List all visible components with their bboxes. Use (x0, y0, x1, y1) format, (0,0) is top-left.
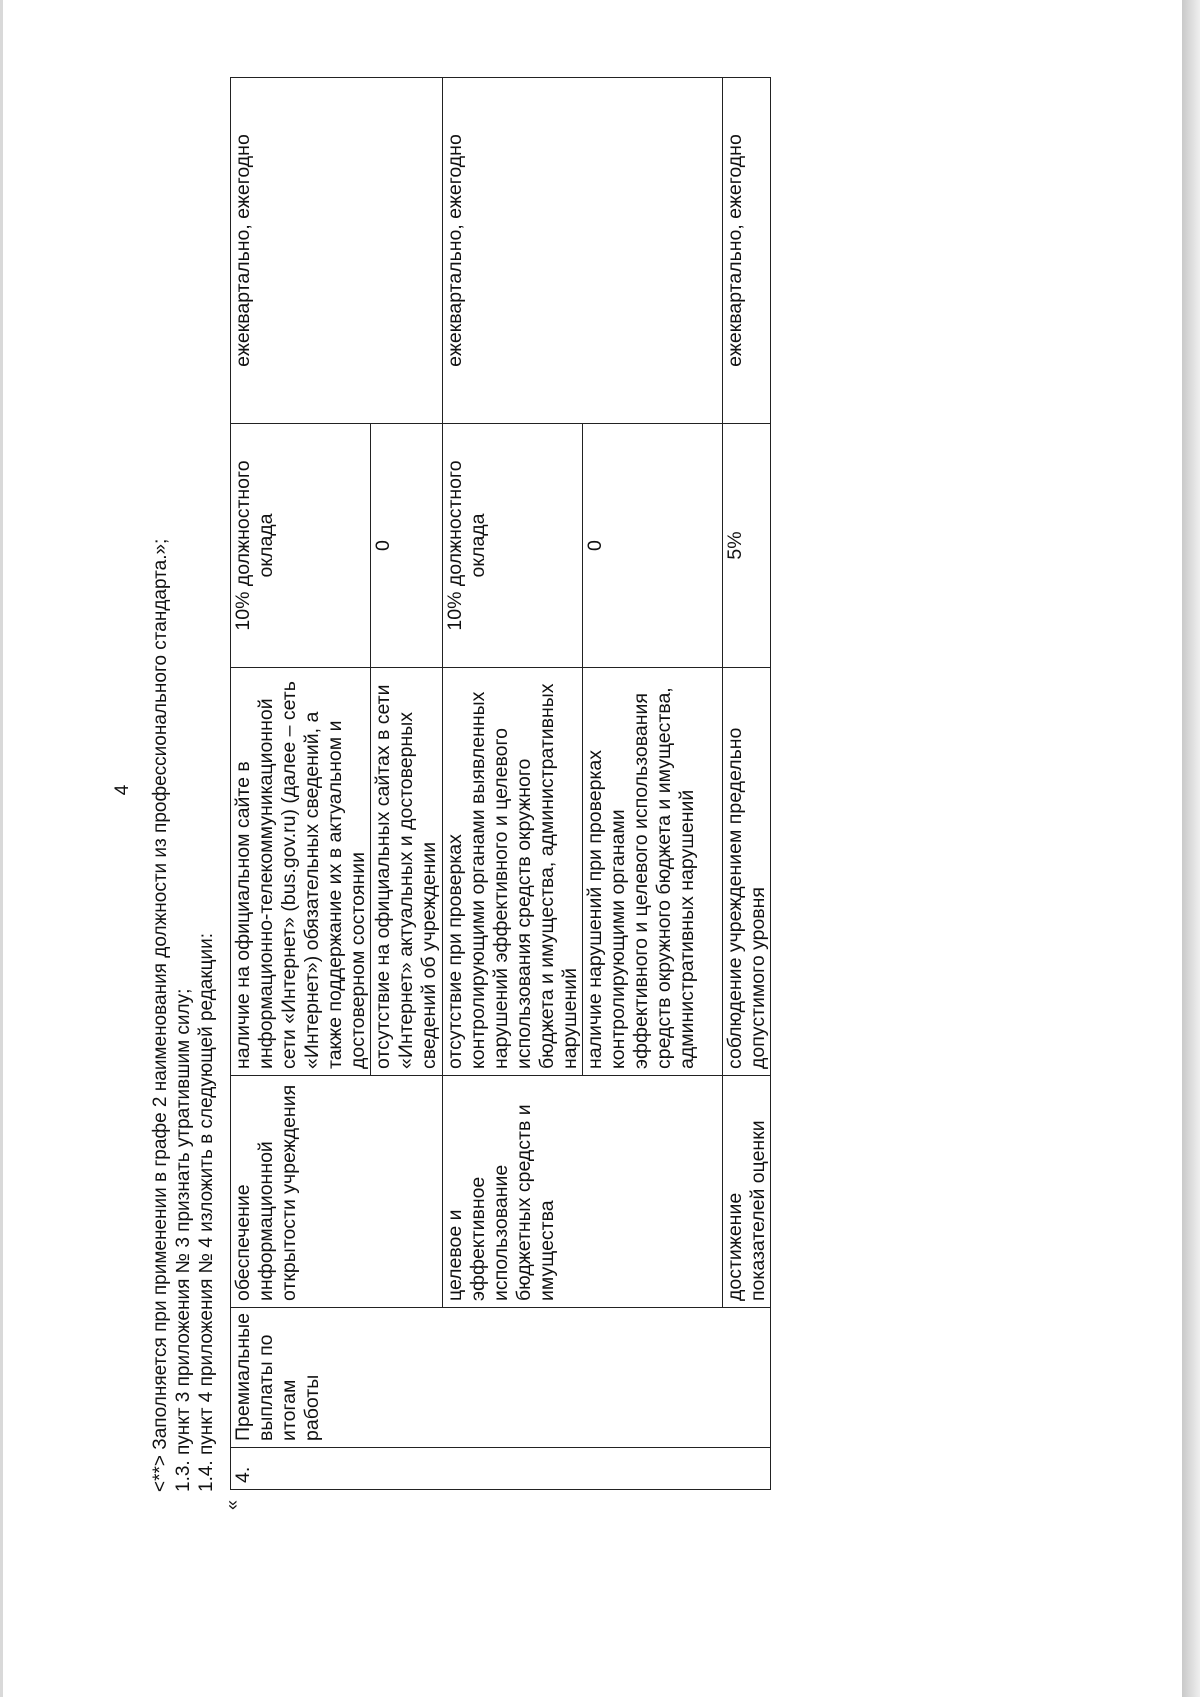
amount-cell: 10% должностного оклада (231, 424, 371, 668)
page-right-edge (1182, 0, 1200, 1697)
periodicity-cell: ежеквартально, ежегодно (723, 78, 771, 424)
criterion-name-cell: достижение показателей оценки (723, 1076, 771, 1308)
table-row (723, 78, 771, 1490)
table-row (231, 78, 371, 1490)
criterion-name-cell: обеспечение информационной открытости учреждения (231, 1076, 443, 1308)
amount-cell: 0 (583, 424, 723, 668)
rotated-page-content (70, 0, 1090, 1600)
condition-cell: наличие нарушений при проверках контролирующими органами эффективного и целевого использования средств окружного бюджета и имущества, административных нарушений (583, 668, 723, 1076)
condition-cell: соблюдение учреждением предельно допустимого уровня (723, 668, 771, 1076)
amount-cell: 0 (371, 424, 443, 668)
condition-cell: отсутствие при проверках контролирующими органами выявленных нарушений эффективного и целевого использования средств окружного бюджета и имущества, административных нарушений (443, 668, 583, 1076)
note-footnote: <**> Заполняется при применении в графе 2 наименования должности из профессионального стандарта.»; (150, 538, 171, 1492)
row-number-cell: 4. (231, 1448, 771, 1490)
condition-cell: отсутствие на официальных сайтах в сети «Интернет» актуальных и достоверных сведений об учреждении (371, 668, 443, 1076)
periodicity-cell: ежеквартально, ежегодно (231, 78, 443, 424)
note-item-1-3: 1.3. пункт 3 приложения № 3 признать утратившим силу; (173, 988, 194, 1492)
condition-cell: наличие на официальном сайте в информационно-телекоммуникационной сети «Интернет» (bus.gov.ru) (далее – сеть «Интернет») обязательных сведений, а также поддержание их в актуальном и достоверном состоянии (231, 668, 371, 1076)
table-row (443, 78, 583, 1490)
amount-cell: 5% (723, 424, 771, 668)
periodicity-cell: ежеквартально, ежегодно (443, 78, 723, 424)
premium-payments-table (230, 77, 771, 1490)
page-left-edge (0, 0, 3, 1697)
amount-cell: 10% должностного оклада (443, 424, 583, 668)
open-quote: « (222, 1499, 242, 1510)
criterion-name-cell: целевое и эффективное использование бюджетных средств и имущества (443, 1076, 723, 1308)
payment-type-cell: Премиальные выплаты по итогам работы (231, 1308, 771, 1448)
note-item-1-4: 1.4. пункт 4 приложения № 4 изложить в следующей редакции: (196, 932, 217, 1492)
page-number: 4 (112, 784, 133, 796)
